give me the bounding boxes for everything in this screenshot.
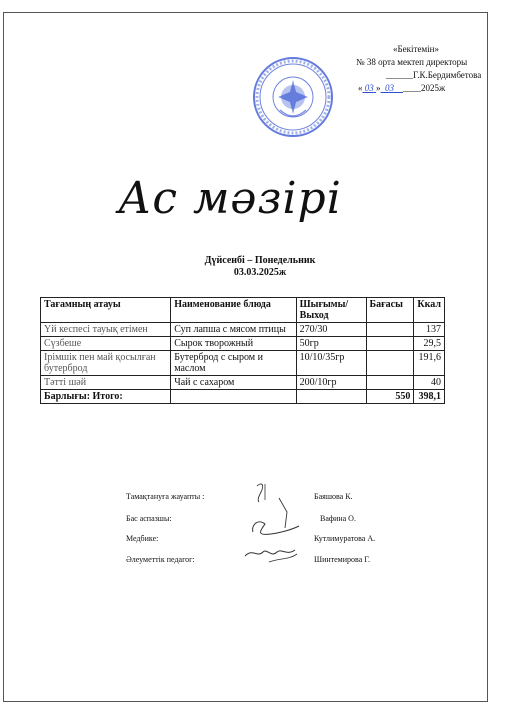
signer-role: Бас аспазшы: — [126, 514, 172, 523]
approval-block — [318, 43, 482, 95]
dish-kz: Ірімшік пен май қосылған бутерброд — [41, 351, 171, 376]
total-price: 550 — [366, 390, 414, 404]
column-header-ru-name: Наименование блюда — [171, 298, 296, 323]
table-row — [41, 323, 445, 337]
dish-price — [366, 323, 414, 337]
menu-table — [40, 297, 445, 404]
dish-kcal: 29,5 — [414, 337, 445, 351]
table-header-row — [41, 298, 445, 323]
signer-role: Әлеуметтік педагог: — [126, 555, 195, 564]
dish-ru: Сырок творожный — [171, 337, 296, 351]
dish-ru: Бутерброд с сыром и маслом — [171, 351, 296, 376]
total-empty — [296, 390, 366, 404]
total-label: Барлығы: Итого: — [41, 390, 171, 404]
column-header-kz-name: Тағамның атауы — [41, 298, 171, 323]
dish-yield: 50гр — [296, 337, 366, 351]
dish-yield: 10/10/35гр — [296, 351, 366, 376]
table-row — [41, 351, 445, 376]
dish-kcal: 40 — [414, 376, 445, 390]
signer-name: Баяшова К. — [314, 492, 353, 501]
dish-yield: 200/10гр — [296, 376, 366, 390]
table-row — [41, 376, 445, 390]
dish-price — [366, 337, 414, 351]
total-row — [41, 390, 445, 404]
approval-director-name: ______Г.К.Бердимбетова — [386, 70, 482, 80]
dish-kcal: 137 — [414, 323, 445, 337]
signer-role: Тамақтануға жауапты : — [126, 492, 205, 501]
total-kcal: 398,1 — [414, 390, 445, 404]
approval-date: « 03 » 03 ____2025ж — [358, 83, 446, 93]
day-name: Дүйсенбі – Понедельник — [204, 255, 316, 266]
menu-date — [0, 255, 520, 279]
dish-ru: Чай с сахаром — [171, 376, 296, 390]
date-value: 03.03.2025ж — [233, 267, 287, 278]
signer-name: Вафина О. — [320, 514, 356, 523]
dish-yield: 270/30 — [296, 323, 366, 337]
table-row — [41, 337, 445, 351]
signer-name: Кутлимуратова А. — [314, 534, 376, 543]
dish-kz: Тәтті шәй — [41, 376, 171, 390]
approval-director-line: № 38 орта мектеп директоры — [356, 57, 468, 67]
signer-role: Медбике: — [126, 534, 159, 543]
page-title: Ас мәзірі — [118, 173, 342, 224]
handwritten-signatures — [243, 478, 313, 568]
column-header-kcal: Ккал — [414, 298, 445, 323]
dish-kcal: 191,6 — [414, 351, 445, 376]
dish-ru: Суп лапша с мясом птицы — [171, 323, 296, 337]
column-header-price: Бағасы — [366, 298, 414, 323]
approval-title: «Бекітемін» — [393, 44, 439, 54]
dish-kz: Сүзбеше — [41, 337, 171, 351]
column-header-yield: Шығымы/ Выход — [296, 298, 366, 323]
dish-kz: Үй кеспесі тауық етімен — [41, 323, 171, 337]
dish-price — [366, 351, 414, 376]
total-empty — [171, 390, 296, 404]
dish-price — [366, 376, 414, 390]
signer-name: Шинтемирова Г. — [314, 555, 370, 564]
